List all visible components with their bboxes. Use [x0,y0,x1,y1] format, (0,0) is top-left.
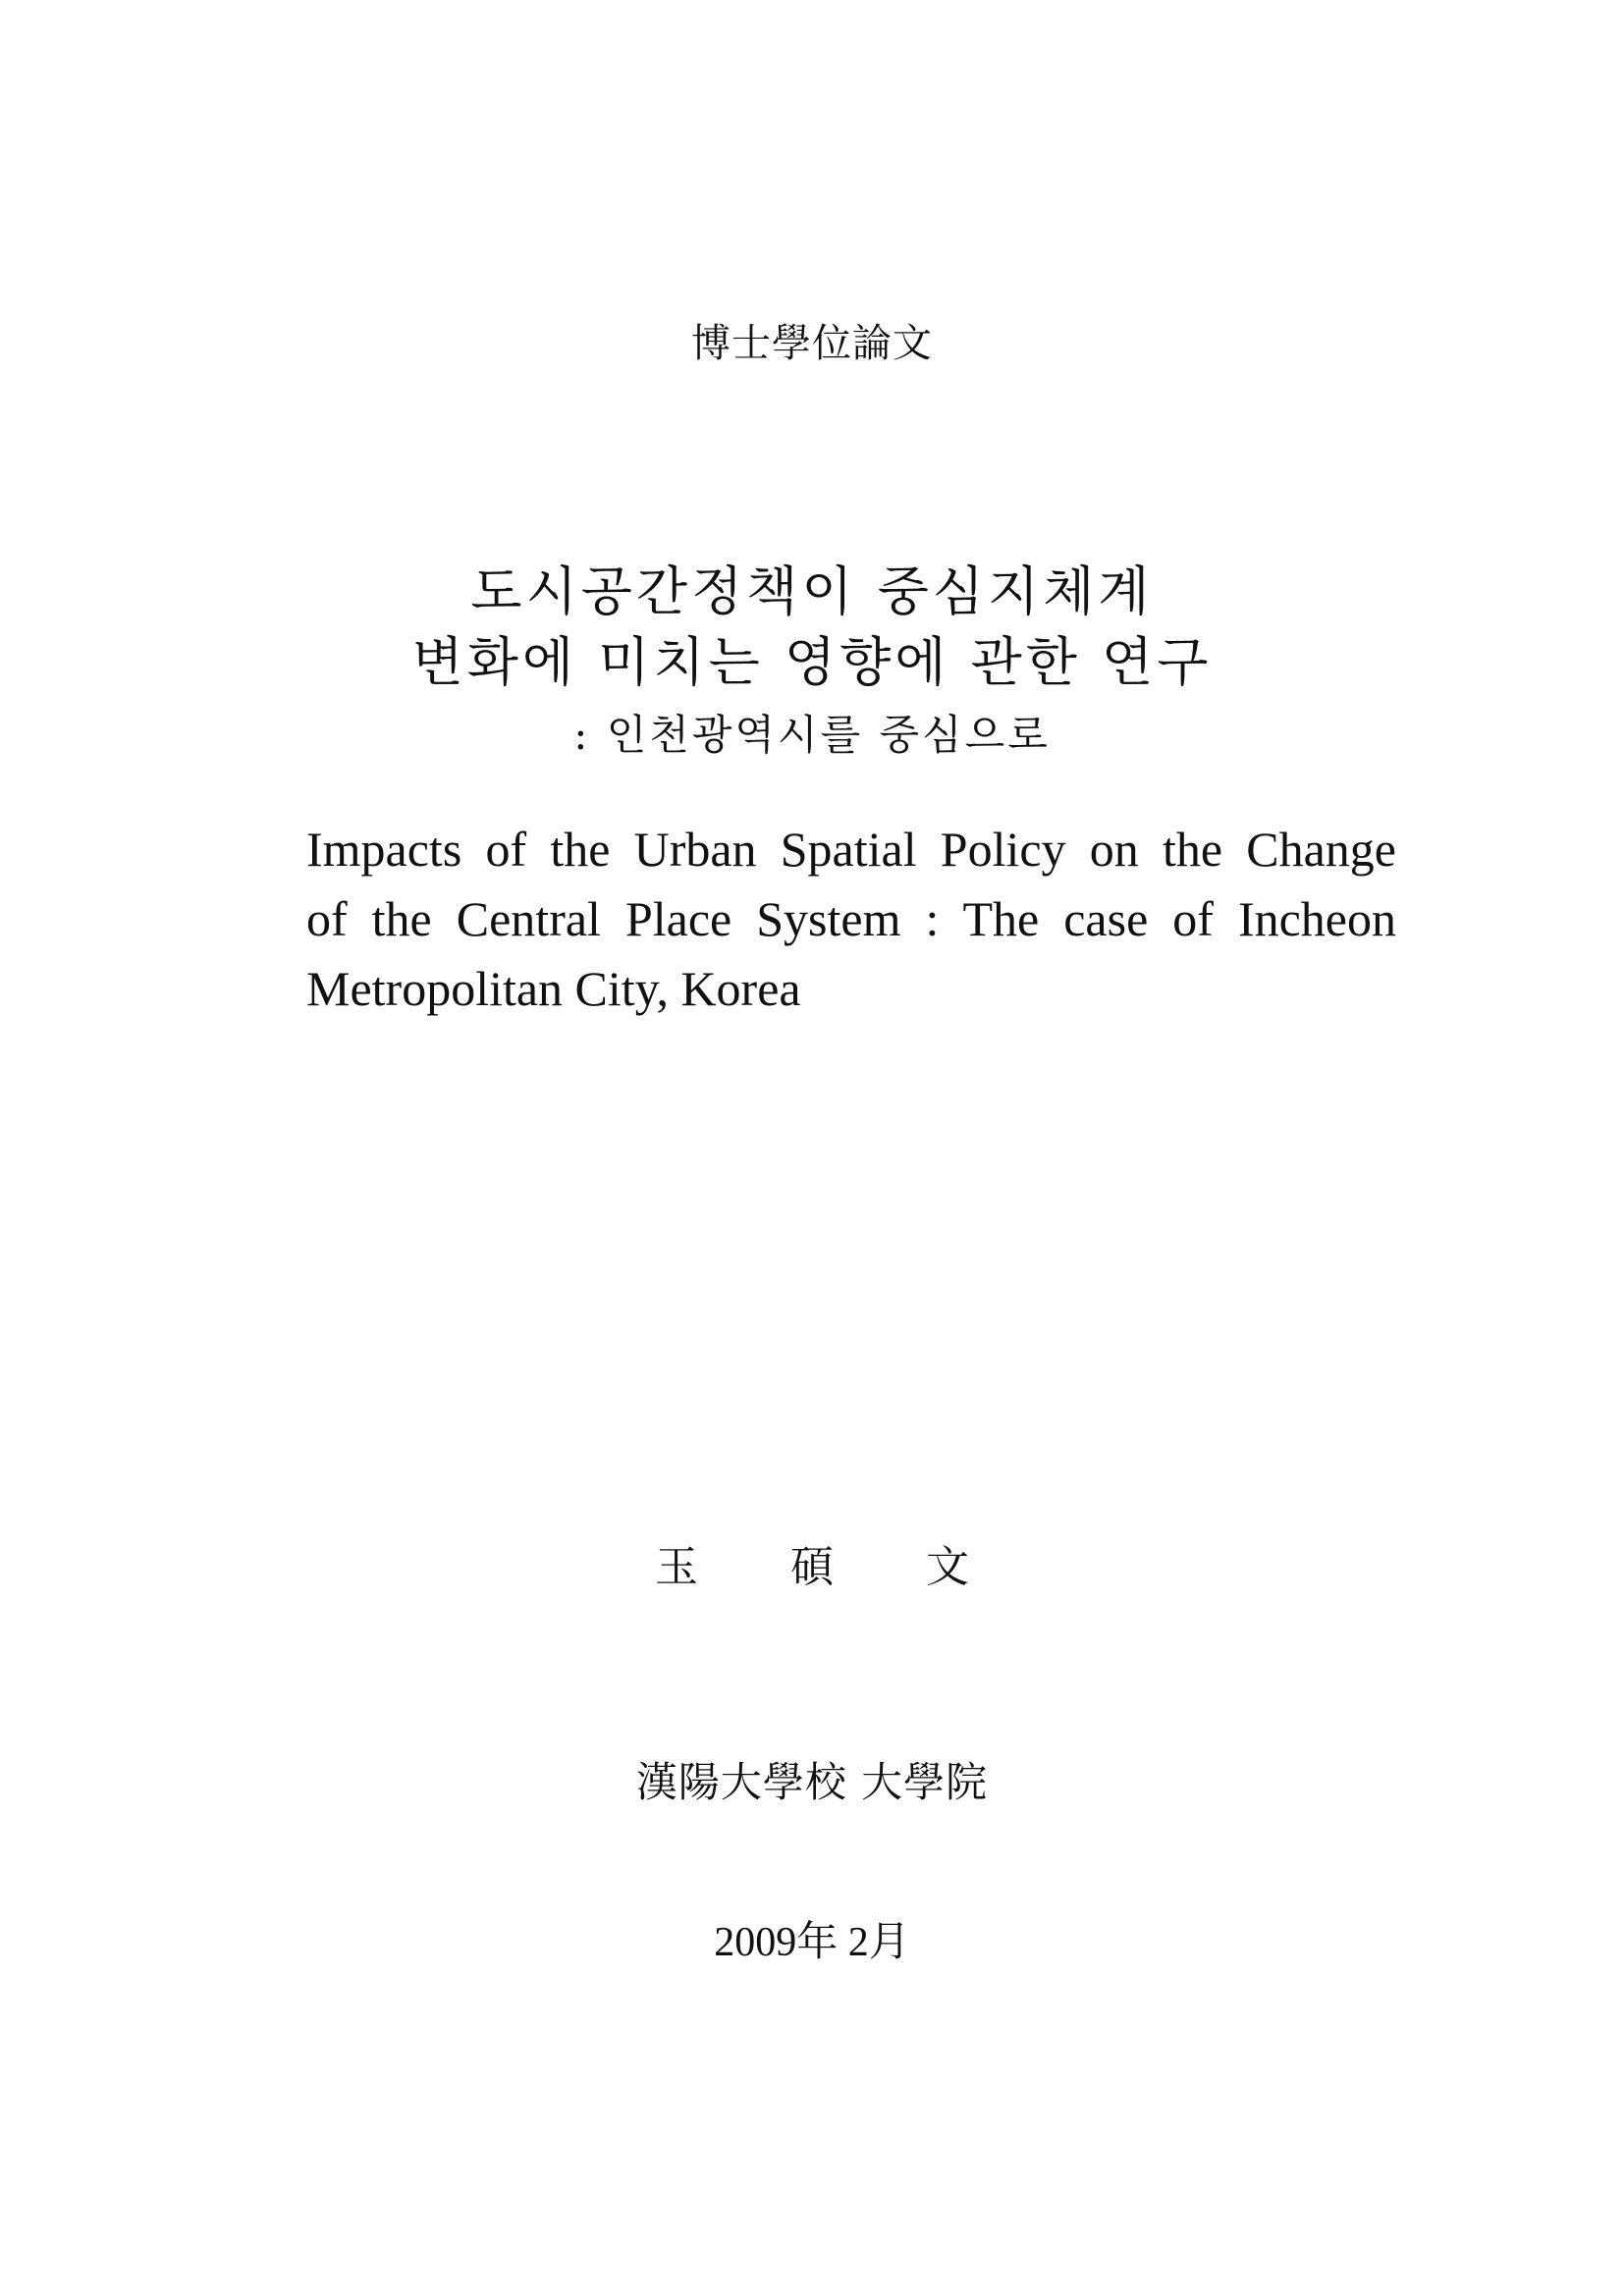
institution-name: 漢陽大學校 大學院 [635,1758,989,1806]
submission-date: 2009年 2月 [714,1920,910,1965]
author-name: 玉 碩 文 [655,1542,1008,1592]
english-title-line-2: of the Central Place System : The case of Incheon [306,891,1396,946]
english-title [306,815,1396,1024]
korean-subtitle: : 인천광역시를 중심으로 [573,711,1051,759]
korean-title-line-2: 변화에 미치는 영향에 관한 연구 [411,631,1213,693]
english-title-line-1: Impacts of the Urban Spatial Policy on the Change [306,822,1396,877]
english-title-line-3: Metropolitan City, Korea [306,961,801,1016]
degree-label: 博士學位論文 [691,321,933,366]
korean-title-line-1: 도시공간정책이 중심지체계 [470,561,1154,622]
